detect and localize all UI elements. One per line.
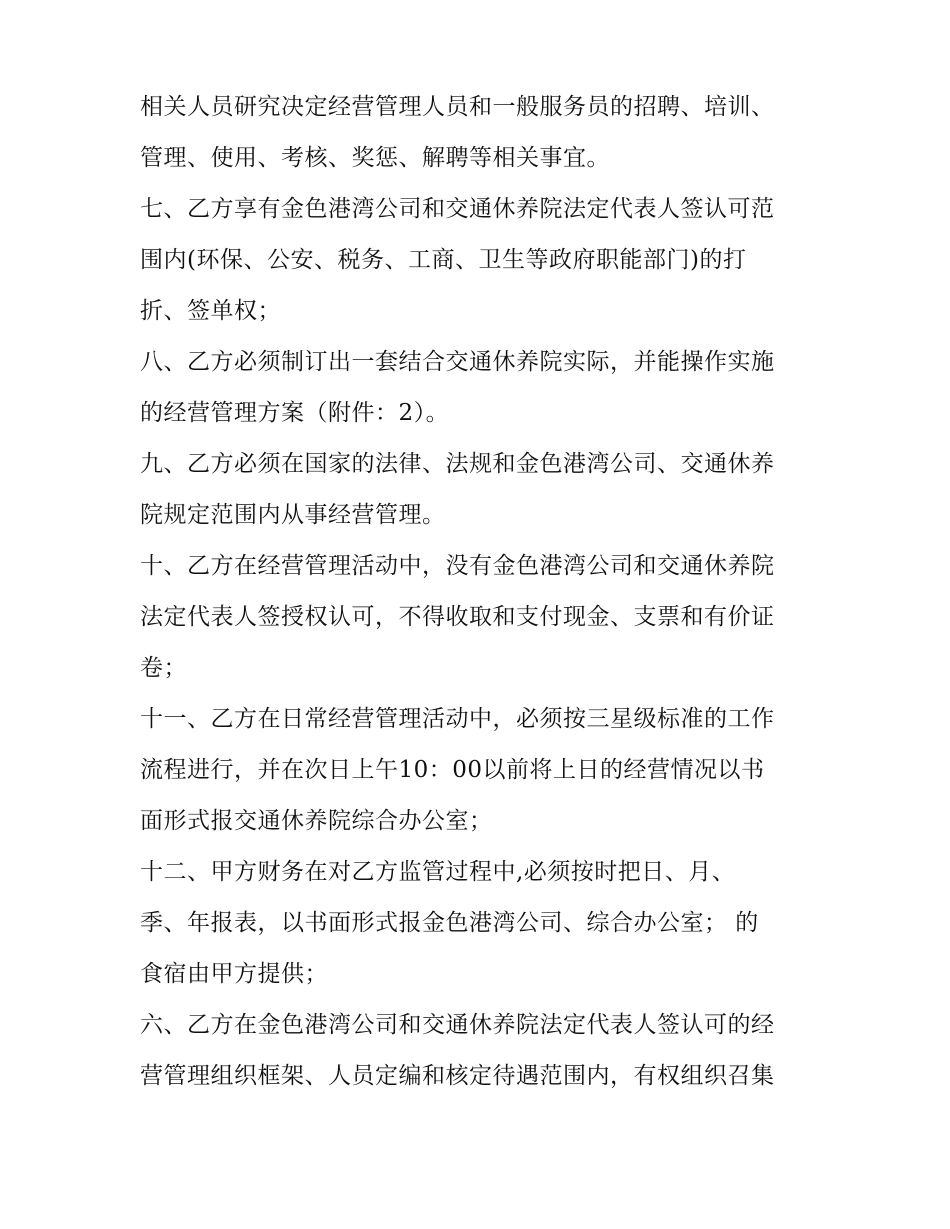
text-line: 七、乙方享有金色港湾公司和交通休养院法定代表人签认可范 [140,196,775,222]
text-line: 管理、使用、考核、奖惩、解聘等相关事宜。 [140,145,610,171]
text-line: 六、乙方在金色港湾公司和交通休养院法定代表人签认可的经 [140,1012,775,1038]
text-line: 十一、乙方在日常经营管理活动中，必须按三星级标准的工作 [140,706,775,732]
text-line: 折、签单权； [140,298,281,324]
text-line: 法定代表人签授权认可，不得收取和支付现金、支票和有价证 [140,604,775,630]
text-line: 季、年报表，以书面形式报金色港湾公司、综合办公室； 的 [140,910,759,936]
text-line: 相关人员研究决定经营管理人员和一般服务员的招聘、培训、 [140,94,775,120]
text-line: 九、乙方必须在国家的法律、法规和金色港湾公司、交通休养 [140,451,775,477]
text-line: 流程进行，并在次日上午10：00以前将上日的经营情况以书 [140,757,765,783]
text-line: 八、乙方必须制订出一套结合交通休养院实际，并能操作实施 [140,349,775,375]
text-line: 的经营管理方案（附件：2）。 [140,400,450,426]
text-line: 围内(环保、公安、税务、工商、卫生等政府职能部门)的打 [140,247,747,273]
text-line: 营管理组织框架、人员定编和核定待遇范围内，有权组织召集 [140,1063,775,1089]
text-line: 十二、甲方财务在对乙方监管过程中,必须按时把日、月、 [140,859,736,885]
text-line: 卷； [140,655,187,681]
text-line: 十、乙方在经营管理活动中，没有金色港湾公司和交通休养院 [140,553,775,579]
text-line: 面形式报交通休养院综合办公室； [140,808,493,834]
document-body [140,82,820,1102]
text-line: 食宿由甲方提供； [140,961,328,987]
text-line: 院规定范围内从事经营管理。 [140,502,446,528]
